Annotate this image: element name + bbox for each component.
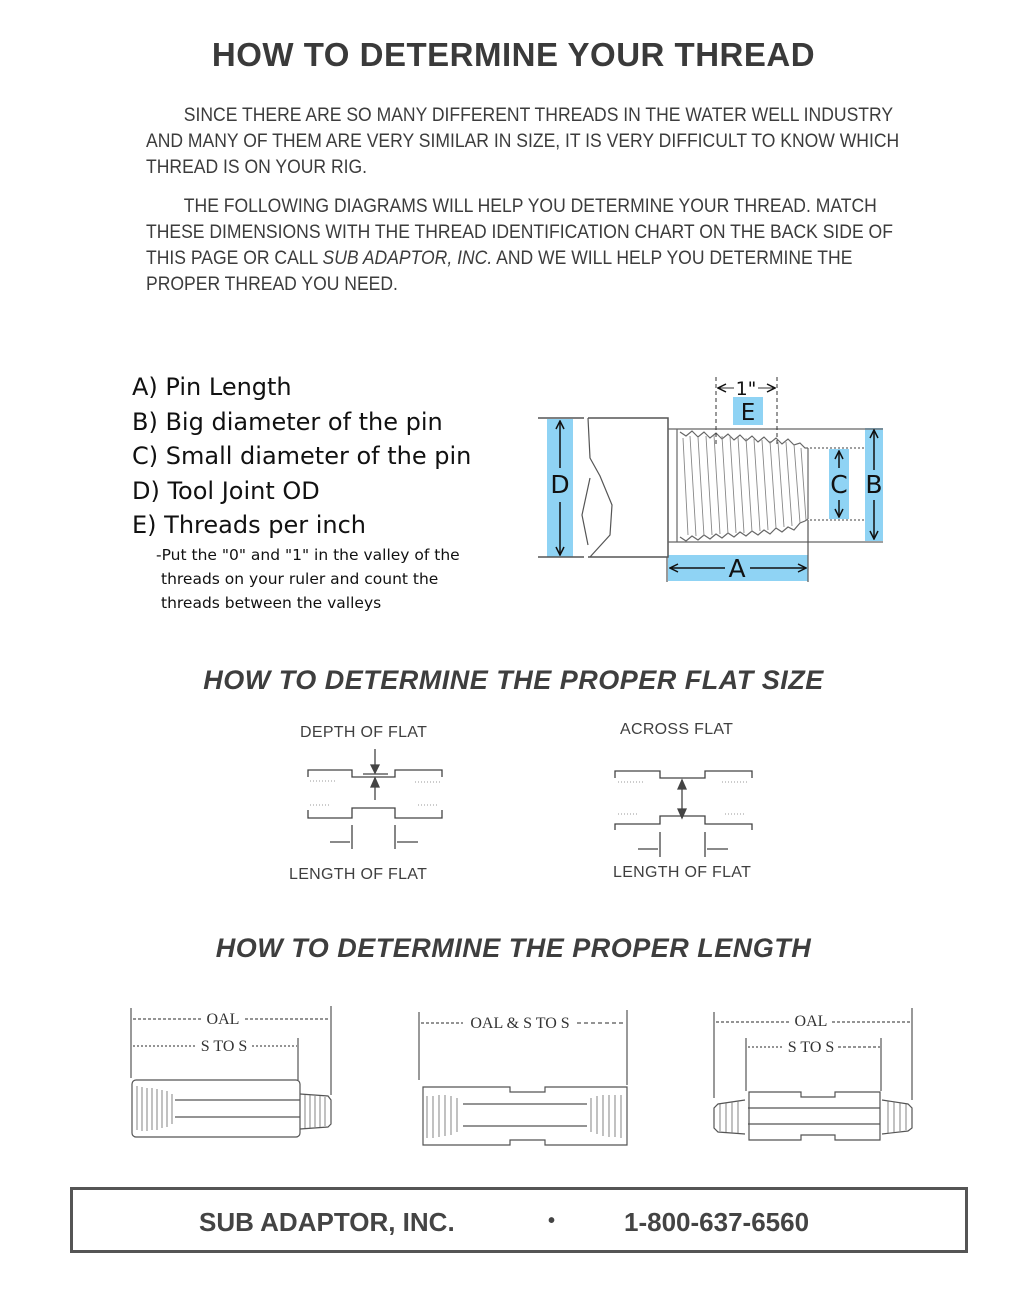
intro-paragraph-2 <box>146 193 902 297</box>
intro-paragraph-2-end: AND WE WILL HELP YOU DETERMINE THE PROPER THREAD YOU NEED. <box>146 247 853 295</box>
length-diagram-pin-pin <box>700 1000 930 1150</box>
threaded-pin <box>668 429 883 542</box>
s-to-s-label-1: S TO S <box>200 1038 248 1055</box>
across-flat-label: ACROSS FLAT <box>620 721 734 738</box>
footer-contact-box <box>70 1187 968 1253</box>
label-d: D <box>550 470 570 499</box>
footer-separator-dot: • <box>548 1210 556 1232</box>
across-flat-diagram <box>610 760 760 860</box>
oal-and-s-to-s-label: OAL & S TO S <box>470 1015 570 1032</box>
legend-note <box>132 543 471 615</box>
label-a: A <box>728 554 746 583</box>
length-of-flat-right-label: LENGTH OF FLAT <box>613 864 752 881</box>
oal-label-1: OAL <box>206 1011 240 1028</box>
legend-item-d: D) Tool Joint OD <box>132 476 320 505</box>
label-e: E <box>740 400 756 426</box>
pin-thread-diagram <box>530 370 900 590</box>
legend-note-line: -Put the "0" and "1" in the valley of the <box>156 545 460 564</box>
flat-size-title: HOW TO DETERMINE THE PROPER FLAT SIZE <box>203 665 824 695</box>
intro-paragraph-1 <box>146 102 902 180</box>
page-title: HOW TO DETERMINE YOUR THREAD <box>211 36 816 73</box>
length-diagram-box-pin <box>120 1000 360 1150</box>
legend-note-line: threads between the valleys <box>161 593 382 612</box>
label-c: C <box>830 470 848 499</box>
dimension-legend <box>132 370 471 615</box>
intro-paragraph-2-text: THE FOLLOWING DIAGRAMS WILL HELP YOU DETERMINE YOUR THREAD. MATCH THESE DIMENSIONS WITH THE THREAD IDENTIFICATION CHART ON THE BACK SIDE OF THIS PAGE OR CALL <box>146 195 893 269</box>
one-inch-label: 1" <box>735 378 757 400</box>
s-to-s-label-3: S TO S <box>787 1039 835 1056</box>
legend-item-b: B) Big diameter of the pin <box>132 407 443 436</box>
footer-company-name: SUB ADAPTOR, INC. <box>199 1207 455 1237</box>
legend-item-c: C) Small diameter of the pin <box>132 442 472 470</box>
depth-of-flat-label: DEPTH OF FLAT <box>300 724 428 741</box>
oal-label-3: OAL <box>794 1013 828 1030</box>
length-diagram-box-box <box>405 1000 645 1150</box>
depth-of-flat-diagram <box>300 745 450 855</box>
length-of-flat-left-label: LENGTH OF FLAT <box>289 866 428 883</box>
intro-paragraph-1-text: SINCE THERE ARE SO MANY DIFFERENT THREADS IN THE WATER WELL INDUSTRY AND MANY OF THEM ARE VERY SIMILAR IN SIZE, IT IS VERY DIFFICULT TO KNOW WHICH THREAD IS ON YOUR RIG. <box>146 104 900 178</box>
legend-note-line: threads on your ruler and count the <box>161 569 439 588</box>
legend-item-a: A) Pin Length <box>132 373 292 401</box>
length-title: HOW TO DETERMINE THE PROPER LENGTH <box>215 933 812 963</box>
footer-phone-number[interactable]: 1-800-637-6560 <box>624 1207 810 1237</box>
intro-company-name: SUB ADAPTOR, INC. <box>322 247 493 269</box>
label-b: B <box>865 470 883 499</box>
legend-item-e: E) Threads per inch <box>132 511 366 539</box>
